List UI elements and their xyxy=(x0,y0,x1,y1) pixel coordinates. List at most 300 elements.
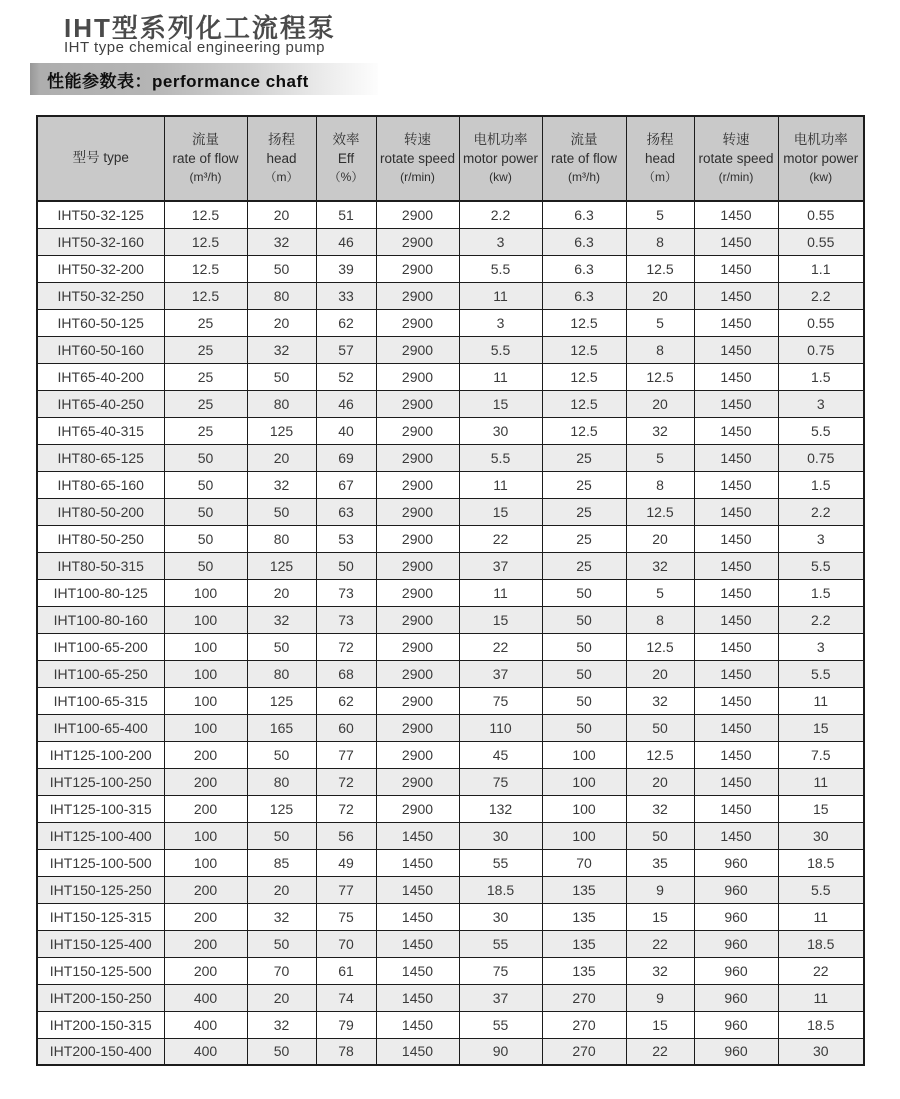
page-title: IHT型系列化工流程泵 xyxy=(64,13,336,43)
value-cell: 5.5 xyxy=(778,876,864,903)
col-header-line: Eff xyxy=(337,150,355,166)
value-cell: 1450 xyxy=(376,984,459,1011)
value-cell: 74 xyxy=(316,984,376,1011)
value-cell: 0.75 xyxy=(778,444,864,471)
value-cell: 3 xyxy=(778,525,864,552)
col-header-line: 型号 type xyxy=(72,150,129,166)
model-cell: IHT125-100-315 xyxy=(37,795,164,822)
table-row xyxy=(37,876,864,903)
table-row xyxy=(37,255,864,282)
value-cell: 270 xyxy=(542,1011,626,1038)
model-cell: IHT100-80-160 xyxy=(37,606,164,633)
col-header-line: 扬程 xyxy=(268,132,295,148)
value-cell: 1450 xyxy=(694,336,778,363)
value-cell: 68 xyxy=(316,660,376,687)
model-cell: IHT80-50-315 xyxy=(37,552,164,579)
value-cell: 200 xyxy=(164,768,247,795)
value-cell: 37 xyxy=(459,984,542,1011)
value-cell: 50 xyxy=(247,930,316,957)
model-cell: IHT65-40-315 xyxy=(37,417,164,444)
value-cell: 12.5 xyxy=(626,363,694,390)
col-header-2 xyxy=(164,116,247,201)
value-cell: 80 xyxy=(247,282,316,309)
col-header-8 xyxy=(626,116,694,201)
model-cell: IHT125-100-400 xyxy=(37,822,164,849)
model-cell: IHT100-65-315 xyxy=(37,687,164,714)
value-cell: 2900 xyxy=(376,552,459,579)
value-cell: 90 xyxy=(459,1038,542,1065)
value-cell: 37 xyxy=(459,552,542,579)
value-cell: 46 xyxy=(316,390,376,417)
value-cell: 1450 xyxy=(376,957,459,984)
model-cell: IHT125-100-200 xyxy=(37,741,164,768)
model-cell: IHT100-80-125 xyxy=(37,579,164,606)
value-cell: 11 xyxy=(778,687,864,714)
table-row xyxy=(37,336,864,363)
model-cell: IHT50-32-160 xyxy=(37,228,164,255)
value-cell: 12.5 xyxy=(542,309,626,336)
value-cell: 1.5 xyxy=(778,471,864,498)
value-cell: 1450 xyxy=(376,903,459,930)
value-cell: 1450 xyxy=(694,228,778,255)
value-cell: 2900 xyxy=(376,282,459,309)
value-cell: 32 xyxy=(247,336,316,363)
table-row xyxy=(37,282,864,309)
value-cell: 50 xyxy=(164,498,247,525)
col-header-4 xyxy=(316,116,376,201)
value-cell: 25 xyxy=(542,444,626,471)
value-cell: 2900 xyxy=(376,741,459,768)
value-cell: 20 xyxy=(626,768,694,795)
value-cell: 15 xyxy=(626,1011,694,1038)
value-cell: 200 xyxy=(164,741,247,768)
value-cell: 2900 xyxy=(376,309,459,336)
value-cell: 15 xyxy=(459,498,542,525)
model-cell: IHT125-100-250 xyxy=(37,768,164,795)
value-cell: 32 xyxy=(626,417,694,444)
col-header-line: 电机功率 xyxy=(793,132,848,148)
value-cell: 1450 xyxy=(694,255,778,282)
value-cell: 100 xyxy=(164,579,247,606)
value-cell: 11 xyxy=(778,984,864,1011)
value-cell: 1450 xyxy=(376,1038,459,1065)
model-cell: IHT80-65-125 xyxy=(37,444,164,471)
section-banner-label: 性能参数表：performance chaft xyxy=(47,71,309,91)
table-row xyxy=(37,1011,864,1038)
col-header-line: head xyxy=(644,150,676,166)
value-cell: 72 xyxy=(316,768,376,795)
value-cell: 20 xyxy=(247,579,316,606)
value-cell: 125 xyxy=(247,795,316,822)
value-cell: 22 xyxy=(459,525,542,552)
table-row xyxy=(37,498,864,525)
value-cell: 72 xyxy=(316,795,376,822)
value-cell: 1450 xyxy=(694,768,778,795)
value-cell: 1450 xyxy=(694,633,778,660)
value-cell: 32 xyxy=(247,1011,316,1038)
value-cell: 50 xyxy=(247,255,316,282)
value-cell: 100 xyxy=(164,633,247,660)
table-row xyxy=(37,444,864,471)
value-cell: 25 xyxy=(542,498,626,525)
value-cell: 25 xyxy=(164,309,247,336)
value-cell: 50 xyxy=(247,822,316,849)
value-cell: 960 xyxy=(694,984,778,1011)
value-cell: 400 xyxy=(164,1011,247,1038)
value-cell: 12.5 xyxy=(164,282,247,309)
value-cell: 1450 xyxy=(694,309,778,336)
value-cell: 1450 xyxy=(694,444,778,471)
model-cell: IHT150-125-250 xyxy=(37,876,164,903)
value-cell: 100 xyxy=(164,822,247,849)
value-cell: 5.5 xyxy=(459,444,542,471)
table-row xyxy=(37,714,864,741)
value-cell: 6.3 xyxy=(542,201,626,228)
value-cell: 8 xyxy=(626,471,694,498)
value-cell: 50 xyxy=(626,714,694,741)
value-cell: 1450 xyxy=(376,1011,459,1038)
value-cell: 75 xyxy=(459,957,542,984)
value-cell: 2900 xyxy=(376,714,459,741)
value-cell: 5.5 xyxy=(459,336,542,363)
value-cell: 32 xyxy=(626,957,694,984)
value-cell: 25 xyxy=(542,525,626,552)
value-cell: 1450 xyxy=(694,579,778,606)
value-cell: 6.3 xyxy=(542,282,626,309)
value-cell: 6.3 xyxy=(542,228,626,255)
value-cell: 960 xyxy=(694,849,778,876)
col-header-line: (kw) xyxy=(489,169,512,184)
table-row xyxy=(37,417,864,444)
value-cell: 1450 xyxy=(376,822,459,849)
value-cell: 960 xyxy=(694,876,778,903)
model-cell: IHT125-100-500 xyxy=(37,849,164,876)
value-cell: 30 xyxy=(459,903,542,930)
value-cell: 50 xyxy=(247,633,316,660)
model-cell: IHT50-32-125 xyxy=(37,201,164,228)
value-cell: 2900 xyxy=(376,768,459,795)
value-cell: 11 xyxy=(459,579,542,606)
value-cell: 50 xyxy=(542,606,626,633)
value-cell: 2900 xyxy=(376,390,459,417)
value-cell: 125 xyxy=(247,417,316,444)
value-cell: 32 xyxy=(247,228,316,255)
model-cell: IHT60-50-160 xyxy=(37,336,164,363)
value-cell: 2900 xyxy=(376,498,459,525)
value-cell: 1450 xyxy=(694,660,778,687)
value-cell: 110 xyxy=(459,714,542,741)
value-cell: 12.5 xyxy=(542,417,626,444)
model-cell: IHT80-65-160 xyxy=(37,471,164,498)
value-cell: 50 xyxy=(164,552,247,579)
col-header-line: rotate speed xyxy=(698,150,774,166)
value-cell: 45 xyxy=(459,741,542,768)
value-cell: 2900 xyxy=(376,525,459,552)
value-cell: 200 xyxy=(164,930,247,957)
value-cell: 1450 xyxy=(694,552,778,579)
value-cell: 125 xyxy=(247,687,316,714)
value-cell: 2900 xyxy=(376,201,459,228)
col-header-line: (r/min) xyxy=(400,169,435,184)
model-cell: IHT100-65-400 xyxy=(37,714,164,741)
col-header-7 xyxy=(542,116,626,201)
value-cell: 12.5 xyxy=(542,363,626,390)
value-cell: 1450 xyxy=(694,498,778,525)
value-cell: 1450 xyxy=(376,849,459,876)
value-cell: 1450 xyxy=(694,282,778,309)
col-header-line: motor power xyxy=(783,150,859,166)
value-cell: 0.55 xyxy=(778,309,864,336)
value-cell: 2.2 xyxy=(778,606,864,633)
value-cell: 50 xyxy=(164,525,247,552)
value-cell: 400 xyxy=(164,1038,247,1065)
value-cell: 12.5 xyxy=(542,390,626,417)
value-cell: 1450 xyxy=(694,741,778,768)
value-cell: 1.5 xyxy=(778,363,864,390)
table-header-row xyxy=(37,116,864,201)
value-cell: 53 xyxy=(316,525,376,552)
value-cell: 2900 xyxy=(376,795,459,822)
value-cell: 50 xyxy=(626,822,694,849)
value-cell: 100 xyxy=(542,822,626,849)
model-cell: IHT60-50-125 xyxy=(37,309,164,336)
value-cell: 2900 xyxy=(376,228,459,255)
table-row xyxy=(37,579,864,606)
value-cell: 50 xyxy=(247,363,316,390)
value-cell: 69 xyxy=(316,444,376,471)
value-cell: 70 xyxy=(316,930,376,957)
model-cell: IHT200-150-315 xyxy=(37,1011,164,1038)
value-cell: 12.5 xyxy=(164,201,247,228)
value-cell: 1450 xyxy=(694,606,778,633)
value-cell: 2900 xyxy=(376,471,459,498)
value-cell: 50 xyxy=(316,552,376,579)
value-cell: 67 xyxy=(316,471,376,498)
value-cell: 46 xyxy=(316,228,376,255)
value-cell: 5.5 xyxy=(778,660,864,687)
value-cell: 25 xyxy=(164,336,247,363)
value-cell: 12.5 xyxy=(626,633,694,660)
table-row xyxy=(37,660,864,687)
col-header-line: (kw) xyxy=(809,169,833,184)
value-cell: 135 xyxy=(542,903,626,930)
value-cell: 960 xyxy=(694,1011,778,1038)
value-cell: 70 xyxy=(542,849,626,876)
value-cell: 2.2 xyxy=(778,498,864,525)
table-row xyxy=(37,768,864,795)
value-cell: 25 xyxy=(164,390,247,417)
value-cell: 100 xyxy=(164,714,247,741)
value-cell: 400 xyxy=(164,984,247,1011)
value-cell: 20 xyxy=(626,660,694,687)
value-cell: 39 xyxy=(316,255,376,282)
model-cell: IHT50-32-200 xyxy=(37,255,164,282)
value-cell: 62 xyxy=(316,687,376,714)
value-cell: 20 xyxy=(247,201,316,228)
value-cell: 50 xyxy=(542,579,626,606)
value-cell: 2900 xyxy=(376,579,459,606)
value-cell: 5 xyxy=(626,579,694,606)
model-cell: IHT150-125-500 xyxy=(37,957,164,984)
table-row xyxy=(37,390,864,417)
value-cell: 35 xyxy=(626,849,694,876)
value-cell: 2900 xyxy=(376,444,459,471)
value-cell: 15 xyxy=(459,390,542,417)
value-cell: 3 xyxy=(778,633,864,660)
value-cell: 12.5 xyxy=(542,336,626,363)
value-cell: 1450 xyxy=(694,417,778,444)
value-cell: 2900 xyxy=(376,660,459,687)
value-cell: 18.5 xyxy=(778,930,864,957)
value-cell: 15 xyxy=(459,606,542,633)
value-cell: 52 xyxy=(316,363,376,390)
model-cell: IHT200-150-400 xyxy=(37,1038,164,1065)
value-cell: 78 xyxy=(316,1038,376,1065)
value-cell: 50 xyxy=(164,471,247,498)
col-header-line: （%） xyxy=(328,169,364,184)
col-header-9 xyxy=(694,116,778,201)
table-row xyxy=(37,228,864,255)
value-cell: 960 xyxy=(694,903,778,930)
value-cell: 33 xyxy=(316,282,376,309)
model-cell: IHT150-125-315 xyxy=(37,903,164,930)
value-cell: 100 xyxy=(542,795,626,822)
col-header-3 xyxy=(247,116,316,201)
value-cell: 62 xyxy=(316,309,376,336)
value-cell: 12.5 xyxy=(164,255,247,282)
value-cell: 22 xyxy=(626,930,694,957)
value-cell: 56 xyxy=(316,822,376,849)
value-cell: 100 xyxy=(164,849,247,876)
value-cell: 5.5 xyxy=(778,417,864,444)
col-header-line: 转速 xyxy=(722,132,750,148)
value-cell: 100 xyxy=(542,741,626,768)
col-header-line: （m） xyxy=(264,169,299,184)
table-row xyxy=(37,741,864,768)
value-cell: 18.5 xyxy=(778,849,864,876)
value-cell: 80 xyxy=(247,390,316,417)
table-row xyxy=(37,201,864,228)
col-header-line: motor power xyxy=(462,150,539,166)
value-cell: 270 xyxy=(542,984,626,1011)
table-row xyxy=(37,1038,864,1065)
value-cell: 11 xyxy=(459,363,542,390)
value-cell: 75 xyxy=(459,768,542,795)
value-cell: 9 xyxy=(626,984,694,1011)
table-row xyxy=(37,795,864,822)
value-cell: 50 xyxy=(542,714,626,741)
value-cell: 8 xyxy=(626,336,694,363)
value-cell: 135 xyxy=(542,876,626,903)
value-cell: 18.5 xyxy=(778,1011,864,1038)
col-header-line: 扬程 xyxy=(646,132,674,148)
value-cell: 50 xyxy=(542,660,626,687)
model-cell: IHT65-40-250 xyxy=(37,390,164,417)
value-cell: 50 xyxy=(164,444,247,471)
value-cell: 200 xyxy=(164,795,247,822)
value-cell: 79 xyxy=(316,1011,376,1038)
value-cell: 1450 xyxy=(694,822,778,849)
model-cell: IHT50-32-250 xyxy=(37,282,164,309)
value-cell: 60 xyxy=(316,714,376,741)
col-header-line: (m³/h) xyxy=(189,169,222,184)
value-cell: 2900 xyxy=(376,336,459,363)
value-cell: 100 xyxy=(542,768,626,795)
col-header-line: head xyxy=(266,150,297,166)
value-cell: 1450 xyxy=(694,687,778,714)
value-cell: 270 xyxy=(542,1038,626,1065)
value-cell: 960 xyxy=(694,957,778,984)
value-cell: 2900 xyxy=(376,687,459,714)
value-cell: 32 xyxy=(247,471,316,498)
model-cell: IHT80-50-200 xyxy=(37,498,164,525)
value-cell: 20 xyxy=(247,309,316,336)
value-cell: 8 xyxy=(626,228,694,255)
col-header-line: (m³/h) xyxy=(568,169,600,184)
value-cell: 1450 xyxy=(694,390,778,417)
value-cell: 80 xyxy=(247,525,316,552)
value-cell: 3 xyxy=(778,390,864,417)
value-cell: 2900 xyxy=(376,633,459,660)
value-cell: 63 xyxy=(316,498,376,525)
value-cell: 12.5 xyxy=(164,228,247,255)
col-header-line: rotate speed xyxy=(379,150,456,166)
value-cell: 20 xyxy=(247,984,316,1011)
value-cell: 5 xyxy=(626,309,694,336)
value-cell: 57 xyxy=(316,336,376,363)
value-cell: 15 xyxy=(778,714,864,741)
value-cell: 5.5 xyxy=(778,552,864,579)
value-cell: 25 xyxy=(542,552,626,579)
value-cell: 125 xyxy=(247,552,316,579)
value-cell: 1450 xyxy=(694,471,778,498)
value-cell: 135 xyxy=(542,957,626,984)
value-cell: 2900 xyxy=(376,417,459,444)
table-row xyxy=(37,633,864,660)
model-cell: IHT65-40-200 xyxy=(37,363,164,390)
value-cell: 73 xyxy=(316,606,376,633)
value-cell: 12.5 xyxy=(626,255,694,282)
table-row xyxy=(37,903,864,930)
value-cell: 55 xyxy=(459,930,542,957)
col-header-line: rate of flow xyxy=(172,150,239,166)
value-cell: 22 xyxy=(778,957,864,984)
value-cell: 51 xyxy=(316,201,376,228)
value-cell: 75 xyxy=(316,903,376,930)
table-row xyxy=(37,957,864,984)
model-cell: IHT80-50-250 xyxy=(37,525,164,552)
col-header-6 xyxy=(459,116,542,201)
value-cell: 165 xyxy=(247,714,316,741)
value-cell: 50 xyxy=(542,633,626,660)
col-header-10 xyxy=(778,116,864,201)
value-cell: 20 xyxy=(626,390,694,417)
col-header-line: 流量 xyxy=(570,132,598,148)
table-row xyxy=(37,552,864,579)
value-cell: 1450 xyxy=(694,714,778,741)
value-cell: 50 xyxy=(542,687,626,714)
value-cell: 11 xyxy=(459,282,542,309)
value-cell: 11 xyxy=(778,768,864,795)
value-cell: 1450 xyxy=(694,525,778,552)
value-cell: 100 xyxy=(164,606,247,633)
value-cell: 72 xyxy=(316,633,376,660)
value-cell: 50 xyxy=(247,1038,316,1065)
value-cell: 1450 xyxy=(376,930,459,957)
table-row xyxy=(37,822,864,849)
value-cell: 30 xyxy=(778,1038,864,1065)
value-cell: 50 xyxy=(247,498,316,525)
